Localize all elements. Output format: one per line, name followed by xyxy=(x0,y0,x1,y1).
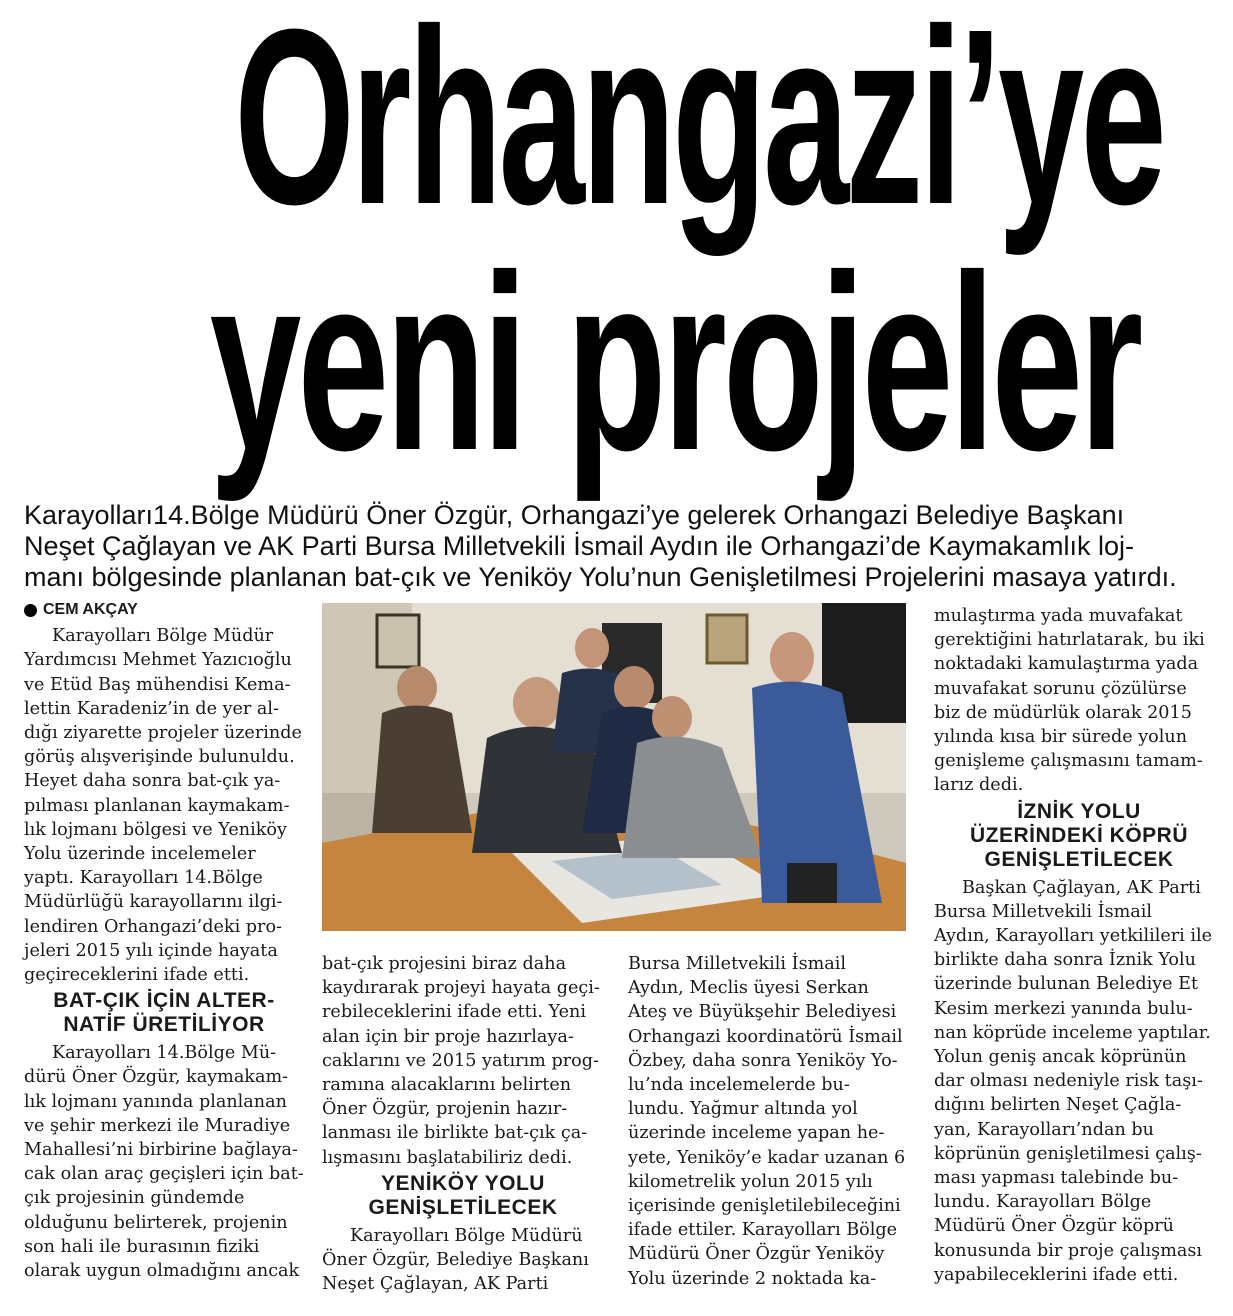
text-line: kilometrelik yolun 2015 yılı xyxy=(628,1171,873,1192)
text-line: Karayolları Bölge Müdürü xyxy=(350,1225,583,1246)
column-3 xyxy=(628,952,913,1291)
text-line: lendiren Orhangazi’deki pro- xyxy=(24,916,282,937)
lead-paragraph xyxy=(24,500,1214,593)
text-line: larız dedi. xyxy=(934,775,1024,796)
text-line: üzerinde bulunan Belediye Et xyxy=(934,974,1199,995)
column-4 xyxy=(934,604,1224,1287)
text-line: Özbey, daha sonra Yeniköy Yo- xyxy=(628,1050,898,1071)
lead-line: Neşet Çağlayan ve AK Parti Bursa Milletvekili İsmail Aydın ile Orhangazi’de Kaymakamlık loj- xyxy=(24,531,1134,561)
paragraph xyxy=(628,952,913,1291)
byline xyxy=(24,598,304,622)
paragraph xyxy=(24,624,304,987)
subheading xyxy=(934,800,1224,872)
text-line: Orhangazi koordinatörü İsmail xyxy=(628,1026,903,1047)
text-line: Heyet daha sonra bat-çık ya- xyxy=(24,771,281,792)
text-line: Yardımcısı Mehmet Yazıcıoğlu xyxy=(24,650,292,671)
text-line: lanması ile birlikte bat-çık ça- xyxy=(322,1123,588,1144)
text-line: Mahallesi’ni birbirine bağlaya- xyxy=(24,1140,298,1161)
subheading-line: YENİKÖY YOLU xyxy=(381,1171,545,1195)
text-line: görüş alışverişinde bulunuldu. xyxy=(24,747,295,768)
text-line: nan köprüde inceleme yaptılar. xyxy=(934,1022,1211,1043)
bullet-icon xyxy=(24,604,37,617)
subheading-line: ÜZERİNDEKİ KÖPRÜ xyxy=(969,823,1188,847)
text-line: Öner Özgür, projenin hazır- xyxy=(322,1099,568,1120)
text-line: Kesim merkezi yanında bulu- xyxy=(934,998,1193,1019)
text-line: Neşet Çağlayan, AK Parti xyxy=(322,1274,549,1295)
text-line: Karayolları Bölge Müdür xyxy=(52,626,274,647)
text-line: olduğunu belirterek, projenin xyxy=(24,1212,288,1233)
text-line: lettin Karadeniz’in de yer al- xyxy=(24,698,279,719)
text-line: Karayolları 14.Bölge Mü- xyxy=(52,1043,277,1064)
text-line: dığı ziyarette projeler üzerinde xyxy=(24,723,302,744)
headline-line-1: Orhangazi’ye xyxy=(234,0,1164,256)
text-line: ifade ettiler. Karayolları Bölge xyxy=(628,1220,898,1241)
paragraph xyxy=(24,1041,304,1283)
text-line: lışmasını başlatabiliriz dedi. xyxy=(322,1147,573,1168)
column-2 xyxy=(322,952,604,1296)
text-line: Aydın, Karayolları yetkilileri ile xyxy=(934,926,1213,947)
text-line: Müdürlüğü karayollarını ilgi- xyxy=(24,892,283,913)
text-line: dar olması nedeniyle risk taşı- xyxy=(934,1071,1203,1092)
subheading xyxy=(322,1172,604,1220)
column-1 xyxy=(24,598,304,1283)
text-line: lık lojmanı bölgesi ve Yeniköy xyxy=(24,819,287,840)
text-line: mulaştırma yada muvafakat xyxy=(934,606,1183,626)
text-line: Aydın, Meclis üyesi Serkan xyxy=(628,978,869,999)
byline-name: CEM AKÇAY xyxy=(43,601,138,618)
subheading-line: GENİŞLETİLECEK xyxy=(368,1195,558,1219)
subheading-line: BAT-ÇIK İÇİN ALTER- xyxy=(53,989,275,1013)
text-line: alan için bir proje hazırlaya- xyxy=(322,1026,574,1047)
news-photo xyxy=(322,603,906,931)
subheading-line: NATİF ÜRETİLİYOR xyxy=(63,1013,265,1037)
text-line: Bursa Milletvekili İsmail xyxy=(628,954,847,974)
text-line: ve Etüd Baş mühendisi Kema- xyxy=(24,674,291,695)
text-line: konusunda bir proje çalışması xyxy=(934,1240,1203,1261)
text-line: üzerinde inceleme yapan he- xyxy=(628,1123,885,1144)
text-line: genişleme çalışmasını tamam- xyxy=(934,751,1203,772)
text-line: birlikte daha sonra İznik Yolu xyxy=(934,950,1196,971)
text-line: jeleri 2015 yılı içinde hayata xyxy=(24,940,278,961)
text-line: yete, Yeniköy’e kadar uzanan 6 xyxy=(628,1147,906,1168)
subheading xyxy=(24,989,304,1037)
text-line: Başkan Çağlayan, AK Parti xyxy=(962,877,1201,898)
text-line: Yolu üzerinde 2 noktada ka- xyxy=(628,1268,877,1289)
text-line: cak olan araç geçişleri için bat- xyxy=(24,1164,304,1185)
text-line: caklarını ve 2015 yatırım prog- xyxy=(322,1050,599,1071)
headline-line-2: yeni projeler xyxy=(209,223,1140,502)
lead-line: Karayolları14.Bölge Müdürü Öner Özgür, Orhangazi’ye gelerek Orhangazi Belediye Başkanı xyxy=(24,500,1125,530)
text-line: Yolu üzerinde incelemeler xyxy=(24,844,256,865)
text-line: olarak uygun olmadığını ancak xyxy=(24,1261,300,1282)
meeting-photo-illustration xyxy=(322,603,906,931)
text-line: rebileceklerini ifade etti. Yeni xyxy=(322,1002,587,1023)
text-line: lundu. Yağmur altında yol xyxy=(628,1099,858,1120)
text-line: lundu. Karayolları Bölge xyxy=(934,1192,1152,1213)
text-line: ve şehir merkezi ile Muradiye xyxy=(24,1115,291,1136)
text-line: lu’nda incelemelerde bu- xyxy=(628,1075,850,1096)
paragraph xyxy=(934,876,1224,1287)
text-line: son hali ile burasının fiziki xyxy=(24,1236,260,1257)
text-line: yapabileceklerini ifade etti. xyxy=(934,1264,1179,1285)
subheading-line: İZNİK YOLU xyxy=(1017,799,1141,823)
text-line: köprünün genişletilmesi çalış- xyxy=(934,1143,1202,1164)
text-line: Müdürü Öner Özgür köprü xyxy=(934,1216,1174,1237)
text-line: yan, Karayolları’ndan bu xyxy=(934,1119,1154,1140)
text-line: dürü Öner Özgür, kaymakam- xyxy=(24,1067,289,1088)
text-line: ması yapması talebinde bu- xyxy=(934,1168,1179,1189)
text-line: Öner Özgür, Belediye Başkanı xyxy=(322,1250,589,1271)
text-line: çık projesinin gündemde xyxy=(24,1188,245,1209)
text-line: kaydırarak projeyi hayata geçi- xyxy=(322,978,600,999)
text-line: pılması planlanan kaymakam- xyxy=(24,795,290,816)
paragraph xyxy=(322,952,604,1170)
lead-line: manı bölgesinde planlanan bat-çık ve Yeniköy Yolu’nun Genişletilmesi Projelerini masaya yatırdı. xyxy=(24,562,1177,592)
text-line: yılında kısa bir sürede yolun xyxy=(934,727,1188,748)
text-line: bat-çık projesini biraz daha xyxy=(322,954,567,974)
text-line: lık lojmanı yanında planlanan xyxy=(24,1091,287,1112)
text-line: Ateş ve Büyükşehir Belediyesi xyxy=(628,1002,897,1023)
text-line: içerisinde genişletilebileceğini xyxy=(628,1196,901,1217)
text-line: Yolun geniş ancak köprünün xyxy=(934,1047,1187,1068)
text-line: geçireceklerini ifade etti. xyxy=(24,965,250,986)
paragraph xyxy=(322,1224,604,1297)
text-line: yaptı. Karayolları 14.Bölge xyxy=(24,868,263,889)
text-line: gerektiğini hatırlatarak, bu iki xyxy=(934,630,1205,651)
paragraph xyxy=(934,604,1224,798)
text-line: ramına alacaklarını belirten xyxy=(322,1075,572,1096)
text-line: dığını belirten Neşet Çağla- xyxy=(934,1095,1182,1116)
text-line: muvafakat sorunu çözülürse xyxy=(934,678,1187,699)
text-line: Bursa Milletvekili İsmail xyxy=(934,901,1153,922)
text-line: biz de müdürlük olarak 2015 xyxy=(934,702,1192,723)
subheading-line: GENİŞLETİLECEK xyxy=(984,847,1174,871)
text-line: noktadaki kamulaştırma yada xyxy=(934,654,1199,675)
text-line: Müdürü Öner Özgür Yeniköy xyxy=(628,1244,885,1265)
